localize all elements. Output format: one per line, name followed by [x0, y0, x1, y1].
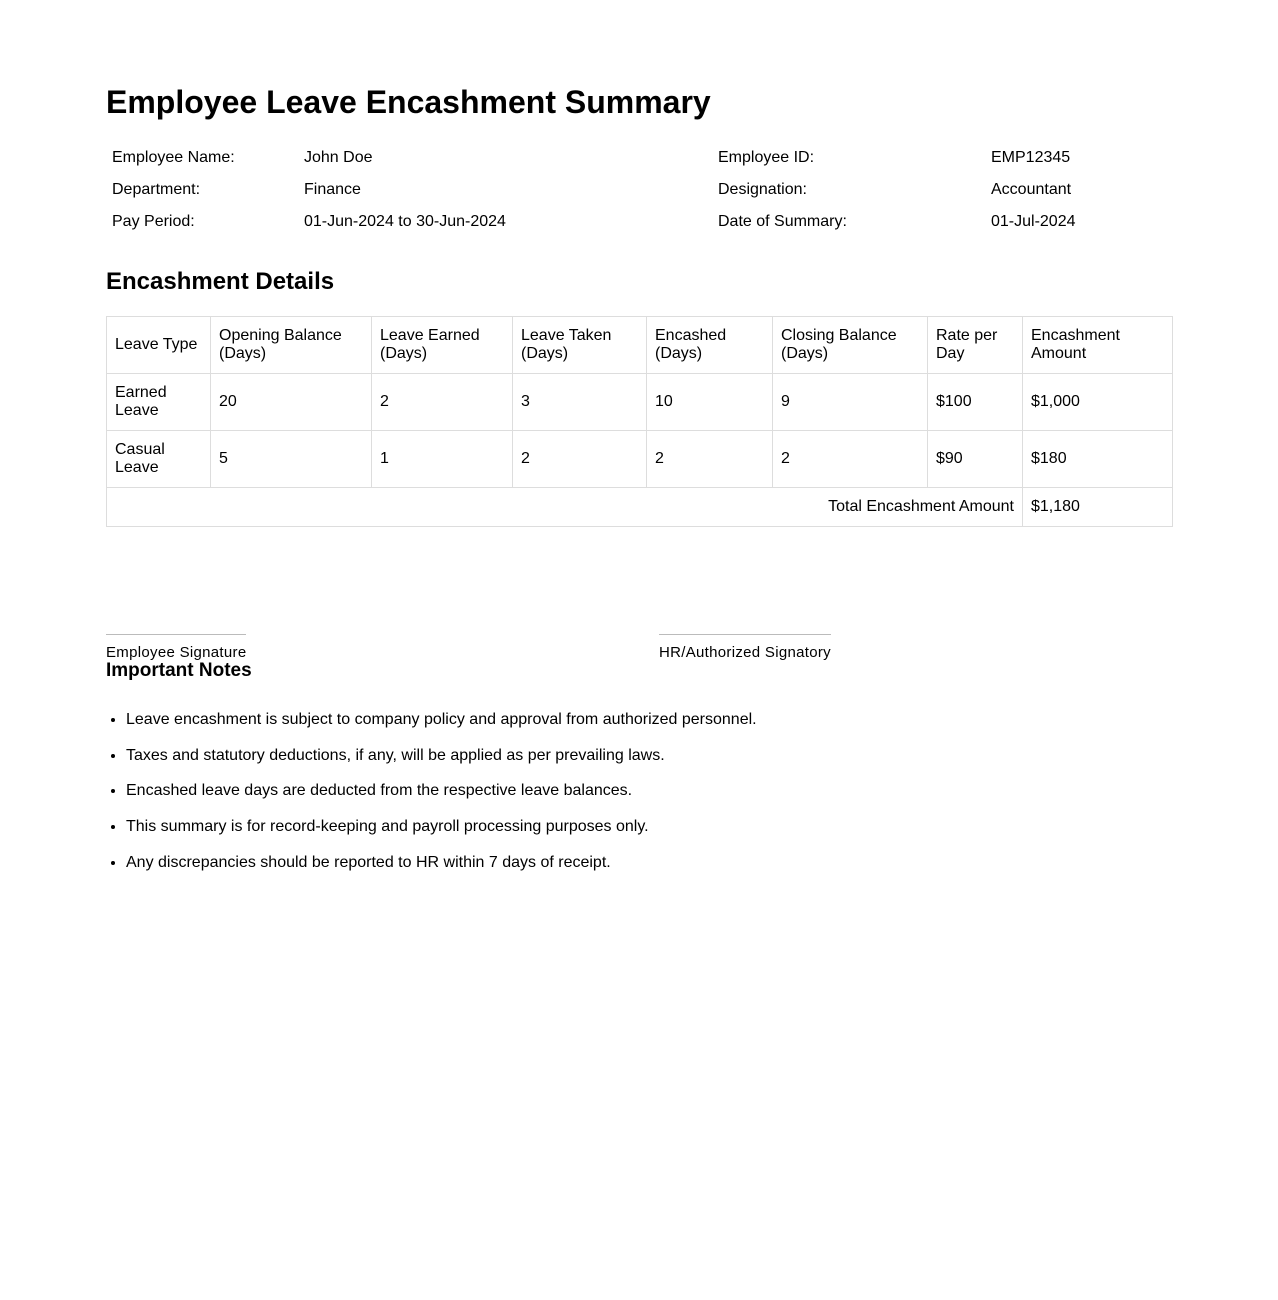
- employee-name-value: John Doe: [304, 149, 373, 166]
- info-row: [108, 175, 1172, 205]
- department-label: Department:: [112, 181, 201, 198]
- page-title: Employee Leave Encashment Summary: [106, 84, 711, 120]
- employee-signature-line: Employee Signature: [106, 634, 246, 662]
- table-cell: 3: [513, 374, 647, 431]
- list-item: • Taxes and statutory deductions, if any, will be applied as per prevailing laws.: [126, 744, 757, 767]
- table-cell: 2: [647, 431, 773, 488]
- list-item: • Encashed leave days are deducted from the respective leave balances.: [126, 779, 757, 802]
- encashment-table: [106, 316, 1173, 527]
- table-cell: Earned Leave: [107, 374, 211, 431]
- important-notes-heading: Important Notes: [106, 660, 252, 681]
- table-row: [107, 374, 1173, 431]
- table-header-row: [107, 317, 1173, 374]
- hr-signature-line: HR/Authorized Signatory: [659, 634, 831, 662]
- pay-period-label: Pay Period:: [112, 213, 195, 230]
- designation-label: Designation:: [718, 181, 807, 198]
- column-header: Rate per Day: [928, 317, 1023, 374]
- encashment-details-heading: Encashment Details: [106, 268, 335, 295]
- column-header: Encashment Amount: [1023, 317, 1173, 374]
- table-row: [107, 431, 1173, 488]
- designation-value: Accountant: [991, 181, 1072, 198]
- department-value: Finance: [304, 181, 361, 198]
- column-header: Leave Taken (Days): [513, 317, 647, 374]
- column-header: Leave Type: [107, 317, 211, 374]
- list-item: • Leave encashment is subject to company policy and approval from authorized personnel.: [126, 708, 757, 731]
- summary-date-label: Date of Summary:: [718, 213, 847, 230]
- list-item: • Any discrepancies should be reported to HR within 7 days of receipt.: [126, 851, 757, 874]
- column-header: Leave Earned (Days): [372, 317, 513, 374]
- table-cell: 10: [647, 374, 773, 431]
- table-cell: $90: [928, 431, 1023, 488]
- column-header: Opening Balance (Days): [211, 317, 372, 374]
- table-cell: 9: [773, 374, 928, 431]
- pay-period-value: 01-Jun-2024 to 30-Jun-2024: [304, 213, 506, 230]
- table-cell: 2: [372, 374, 513, 431]
- employee-id-value: EMP12345: [991, 149, 1071, 166]
- total-encashment-label: Total Encashment Amount: [107, 488, 1023, 527]
- table-cell: 2: [773, 431, 928, 488]
- column-header: Closing Balance (Days): [773, 317, 928, 374]
- total-row: [107, 488, 1173, 527]
- info-row: [108, 207, 1172, 237]
- table-cell: 2: [513, 431, 647, 488]
- total-encashment-value: $1,180: [1023, 488, 1173, 527]
- summary-date-value: 01-Jul-2024: [991, 213, 1076, 230]
- list-item: • This summary is for record-keeping and payroll processing purposes only.: [126, 815, 757, 838]
- table-cell: Casual Leave: [107, 431, 211, 488]
- table-cell: $100: [928, 374, 1023, 431]
- table-cell: 20: [211, 374, 372, 431]
- employee-name-label: Employee Name:: [112, 149, 235, 166]
- table-cell: 5: [211, 431, 372, 488]
- table-cell: 1: [372, 431, 513, 488]
- employee-info-table: [106, 141, 1174, 239]
- table-cell: $180: [1023, 431, 1173, 488]
- info-row: [108, 143, 1172, 173]
- table-cell: $1,000: [1023, 374, 1173, 431]
- notes-list: [106, 708, 757, 886]
- employee-id-label: Employee ID:: [718, 149, 815, 166]
- column-header: Encashed (Days): [647, 317, 773, 374]
